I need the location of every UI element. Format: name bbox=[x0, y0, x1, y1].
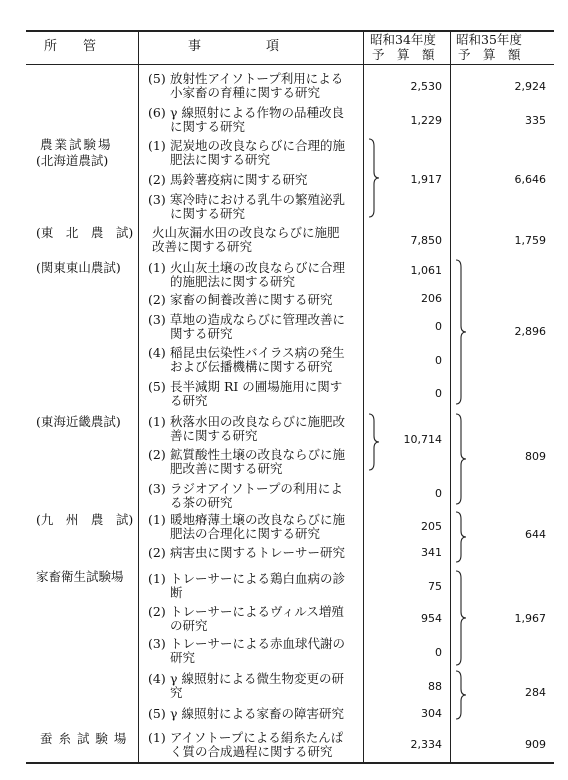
item-text: γ 線照射による微生物変更の研 bbox=[170, 671, 344, 686]
budget-fy34: 2,334 bbox=[410, 738, 442, 751]
grouping-brace bbox=[455, 259, 469, 405]
budget-fy34: 1,061 bbox=[410, 264, 442, 277]
header-fy35-year: 昭和35年度 bbox=[456, 32, 522, 47]
budget-fy35: 809 bbox=[525, 450, 546, 463]
budget-fy34: 205 bbox=[421, 520, 442, 533]
item-text: トレーサーによる鶏白血病の診 bbox=[170, 571, 346, 586]
item-text: 鉱質酸性土壌の改良ならびに施 bbox=[170, 447, 346, 462]
section-label: (関東東山農試) bbox=[36, 260, 121, 275]
header-item: 事 項 bbox=[188, 39, 280, 54]
item-number: (1) bbox=[148, 512, 166, 527]
item-number: (5) bbox=[148, 706, 166, 721]
item-text: 小家畜の育種に関する研究 bbox=[170, 85, 321, 100]
item-text: トレーサーによるヴィルス増殖 bbox=[170, 604, 344, 619]
item-number: (6) bbox=[148, 105, 166, 120]
item-text: 草地の造成ならびに管理改善に bbox=[170, 312, 346, 327]
budget-fy34: 1,917 bbox=[410, 173, 442, 186]
item-text: γ 線照射による家畜の障害研究 bbox=[170, 706, 344, 721]
budget-fy34: 2,530 bbox=[410, 80, 442, 93]
item-text: 善に関する研究 bbox=[170, 428, 258, 443]
grouping-brace bbox=[368, 138, 382, 218]
item-number: (2) bbox=[148, 604, 166, 619]
budget-fy34: 88 bbox=[428, 680, 442, 693]
item-number: (5) bbox=[148, 71, 166, 86]
budget-fy35: 335 bbox=[525, 114, 546, 127]
item-text: 肥法の合理化に関する研究 bbox=[170, 526, 321, 541]
grouping-brace bbox=[455, 511, 469, 563]
item-text: アイソトープによる絹糸たんぱ bbox=[170, 730, 344, 745]
item-text: る茶の研究 bbox=[170, 495, 233, 510]
section-label: (東 北 農 試) bbox=[36, 225, 134, 240]
grouping-brace bbox=[455, 413, 469, 505]
section-label: 蚕 糸 試 験 場 bbox=[40, 731, 128, 746]
budget-fy35: 1,967 bbox=[514, 612, 546, 625]
budget-fy34: 0 bbox=[435, 320, 442, 333]
budget-fy34: 0 bbox=[435, 646, 442, 659]
item-text: 改善に関する研究 bbox=[152, 239, 253, 254]
budget-fy34: 7,850 bbox=[410, 234, 442, 247]
item-text: 究 bbox=[170, 685, 183, 700]
item-number: (2) bbox=[148, 545, 166, 560]
header-fy34-year: 昭和34年度 bbox=[370, 32, 436, 47]
item-text: トレーサーによる赤血球代謝の bbox=[170, 636, 346, 651]
item-number: (1) bbox=[148, 571, 166, 586]
item-text: γ 線照射による作物の品種改良 bbox=[170, 105, 344, 120]
item-text: 火山灰土壌の改良ならびに合理 bbox=[170, 260, 346, 275]
budget-fy34: 75 bbox=[428, 580, 442, 593]
item-text: 肥法に関する研究 bbox=[170, 152, 271, 167]
item-number: (4) bbox=[148, 345, 166, 360]
item-number: (3) bbox=[148, 192, 166, 207]
item-text: 寒冷時における乳牛の繁殖泌乳 bbox=[170, 192, 346, 207]
grouping-brace bbox=[368, 413, 382, 471]
item-text: 火山灰漏水田の改良ならびに施肥 bbox=[152, 225, 340, 240]
grouping-brace bbox=[455, 570, 469, 666]
section-label: (九 州 農 試) bbox=[36, 512, 134, 527]
item-number: (2) bbox=[148, 292, 166, 307]
item-number: (2) bbox=[148, 447, 166, 462]
item-text: 秋落水田の改良ならびに施肥改 bbox=[170, 414, 346, 429]
budget-fy35: 644 bbox=[525, 528, 546, 541]
item-text: の研究 bbox=[170, 618, 208, 633]
item-text: および伝播機構に関する研究 bbox=[170, 359, 333, 374]
item-text: 関する研究 bbox=[170, 326, 233, 341]
item-number: (4) bbox=[148, 671, 166, 686]
budget-fy34: 0 bbox=[435, 387, 442, 400]
item-number: (1) bbox=[148, 414, 166, 429]
item-text: 稲昆虫伝染性バイラス病の発生 bbox=[170, 345, 345, 360]
section-label: 農業試験場 bbox=[40, 137, 113, 152]
item-text: 放射性アイソトープ利用による bbox=[170, 71, 344, 86]
budget-fy34: 341 bbox=[421, 546, 442, 559]
column-divider bbox=[138, 30, 139, 763]
budget-fy34: 304 bbox=[421, 707, 442, 720]
item-text: る研究 bbox=[170, 393, 208, 408]
section-label: (北海道農試) bbox=[36, 153, 109, 168]
column-divider bbox=[450, 30, 451, 763]
item-number: (3) bbox=[148, 636, 166, 651]
item-text: 家畜の飼養改善に関する研究 bbox=[170, 292, 333, 307]
item-text: に関する研究 bbox=[170, 206, 246, 221]
budget-fy34: 954 bbox=[421, 612, 442, 625]
item-number: (3) bbox=[148, 481, 166, 496]
item-text: 病害虫に関するトレーサー研究 bbox=[170, 545, 346, 560]
grouping-brace bbox=[455, 670, 469, 720]
item-text: 長半減期 RI の圃場施用に関す bbox=[170, 379, 343, 394]
item-number: (3) bbox=[148, 312, 166, 327]
budget-fy34: 1,229 bbox=[410, 114, 442, 127]
item-number: (5) bbox=[148, 379, 166, 394]
header-fy34-budget: 予 算 額 bbox=[372, 47, 435, 62]
item-text: ラジオアイソトープの利用によ bbox=[170, 481, 343, 496]
item-number: (1) bbox=[148, 138, 166, 153]
header-rule bbox=[26, 64, 554, 65]
budget-fy34: 0 bbox=[435, 487, 442, 500]
item-number: (1) bbox=[148, 730, 166, 745]
budget-fy35: 1,759 bbox=[514, 234, 546, 247]
budget-fy34: 10,714 bbox=[403, 433, 442, 446]
budget-fy34: 206 bbox=[421, 292, 442, 305]
item-text: 暖地瘠薄土壌の改良ならびに施 bbox=[170, 512, 346, 527]
budget-fy35: 909 bbox=[525, 738, 546, 751]
budget-fy35: 6,646 bbox=[514, 173, 546, 186]
bottom-rule bbox=[26, 762, 554, 764]
item-text: く質の合成過程に関する研究 bbox=[170, 744, 333, 759]
budget-fy34: 0 bbox=[435, 354, 442, 367]
section-label: 家畜衛生試験場 bbox=[36, 569, 124, 584]
budget-fy35: 284 bbox=[525, 686, 546, 699]
section-label: (東海近畿農試) bbox=[36, 414, 121, 429]
header-jurisdiction: 所 管 bbox=[44, 39, 97, 54]
item-text: 断 bbox=[170, 585, 183, 600]
header-fy35-budget: 予 算 額 bbox=[458, 47, 521, 62]
item-text: 肥改善に関する研究 bbox=[170, 461, 283, 476]
item-number: (2) bbox=[148, 172, 166, 187]
item-text: 的施肥法に関する研究 bbox=[170, 274, 296, 289]
item-text: 馬鈴薯疫病に関する研究 bbox=[170, 172, 308, 187]
item-text: 研究 bbox=[170, 650, 196, 665]
item-text: 泥炭地の改良ならびに合理的施 bbox=[170, 138, 346, 153]
column-divider bbox=[363, 30, 364, 763]
item-number: (1) bbox=[148, 260, 166, 275]
budget-fy35: 2,896 bbox=[514, 325, 546, 338]
item-text: に関する研究 bbox=[170, 119, 246, 134]
budget-fy35: 2,924 bbox=[514, 80, 546, 93]
